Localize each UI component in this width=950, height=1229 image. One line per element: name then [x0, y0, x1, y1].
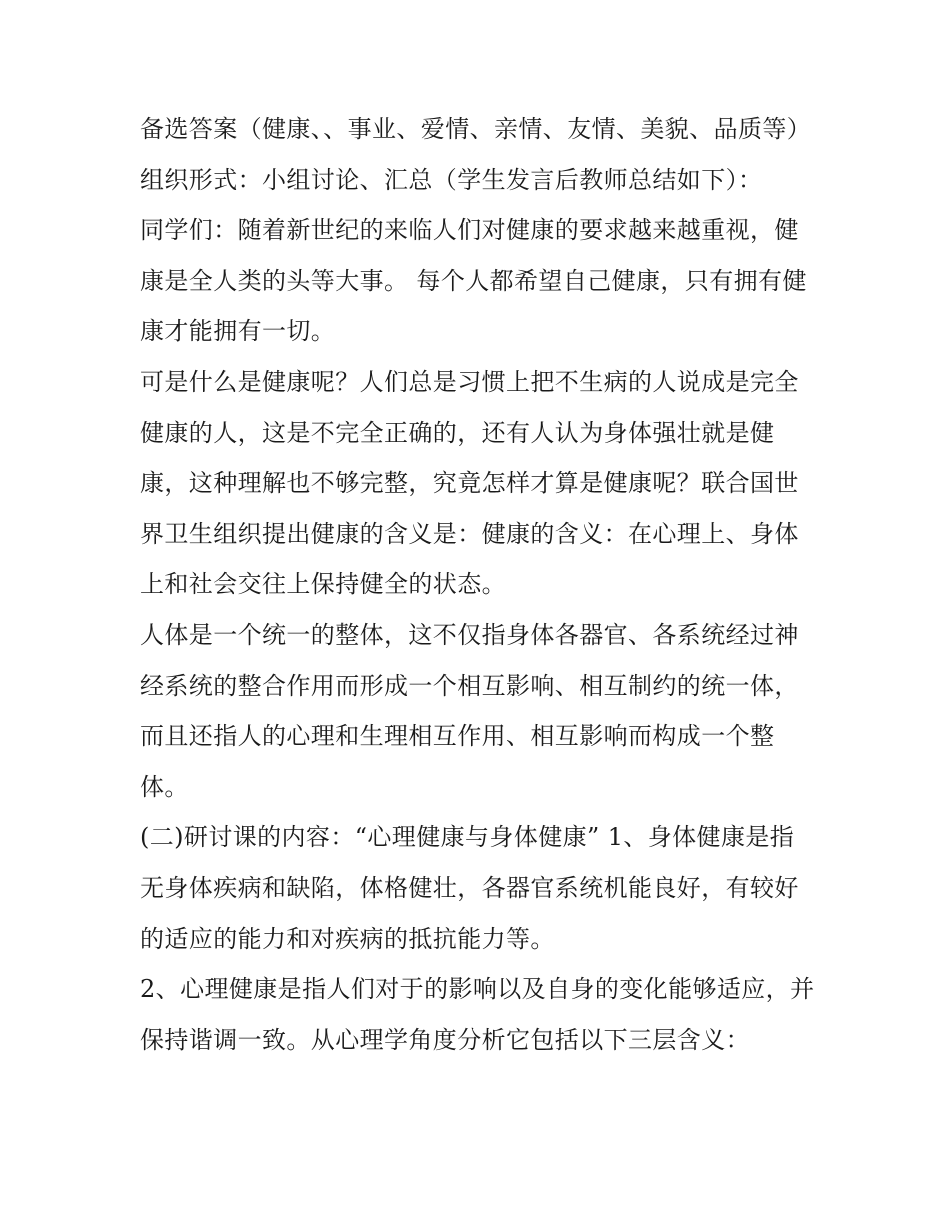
paragraph-mental-health: 2、心理健康是指人们对于的影响以及自身的变化能够适应，并保持谐调一致。从心理学角度分析它包括以下三层含义：: [140, 975, 815, 1054]
paragraph-health-definition: 可是什么是健康呢？人们总是习惯上把不生病的人说成是完全健康的人，这是不完全正确的，还有人认为身体强壮就是健康，这种理解也不够完整，究竟怎样才算是健康呢？联合国世界卫生组织提出健康的含义是：健康的含义：在心理上、身体上和社会交往上保持健全的状态。: [140, 367, 799, 599]
paragraph-health-importance: 同学们：随着新世纪的来临人们对健康的要求越来越重视，健康是全人类的头等大事。 每个人都希望自己健康，只有拥有健康才能拥有一切。: [140, 216, 807, 346]
paragraph-unified-body: 人体是一个统一的整体，这不仅指身体各器官、各系统经过神经系统的整合作用而形成一个相互影响、相互制约的统一体，而且还指人的心理和生理相互作用、相互影响而构成一个整体。: [140, 620, 799, 801]
paragraph-physical-health: (二)研讨课的内容：“心理健康与身体健康” 1、身体健康是指无身体疾病和缺陷，体格健壮，各器官系统机能良好，有较好的适应的能力和对疾病的抵抗能力等。: [140, 823, 799, 953]
paragraph-answer-options: 备选答案（健康、、事业、爱情、亲情、友情、美貌、品质等） 组织形式：小组讨论、汇总（学生发言后教师总结如下）：: [140, 115, 812, 194]
document-page: [140, 104, 816, 1065]
